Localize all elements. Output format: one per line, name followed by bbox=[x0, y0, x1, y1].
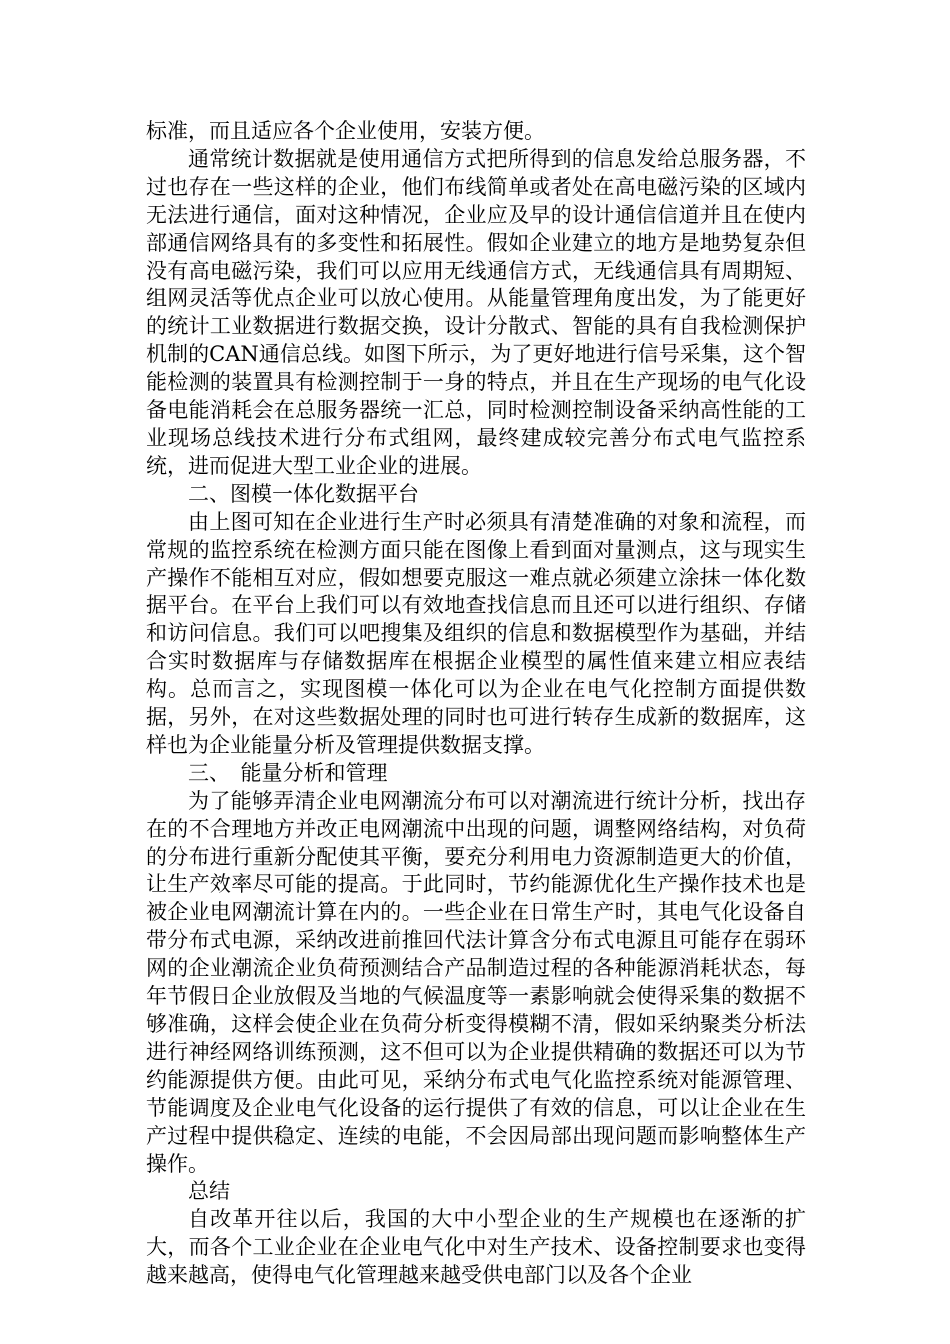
section-heading-data-platform: 二、图模一体化数据平台 bbox=[188, 481, 419, 506]
paragraph-continuation: 标准，而且适应各个企业使用，安装方便。 bbox=[146, 119, 545, 143]
paragraph-data-platform: 由上图可知在企业进行生产时必须具有清楚准确的对象和流程，而常规的监控系统在检测方面只能在图像上看到面对量测点，这与现实生产操作不能相互对应，假如想要克服这一难点就必须建立涂抹一体化数据平台。在平台上我们可以有效地查找信息而且还可以进行组织、存储和访问信息。我们可以吧搜集及组织的信息和数据模型作为基础，并结合实时数据库与存储数据库在根据企业模型的属性值来建立相应表结构。总而言之，实现图模一体化可以为企业在电气化控制方面提供数据，另外，在对这些数据处理的同时也可进行转存生成新的数据库，这样也为企业能量分析及管理提供数据支撑。 bbox=[146, 509, 806, 757]
paragraph-energy-analysis: 为了能够弄清企业电网潮流分布可以对潮流进行统计分析，找出存在的不合理地方并改正电网潮流中出现的问题，调整网络结构，对负荷的分布进行重新分配使其平衡，要充分利用电力资源制造更大的价值，让生产效率尽可能的提高。于此同时，节约能源优化生产操作技术也是被企业电网潮流计算在内的。一些企业在日常生产时，其电气化设备自带分布式电源，采纳改进前推回代法计算含分布式电源且可能存在弱环网的企业潮流企业负荷预测结合产品制造过程的各种能源消耗状态，每年节假日企业放假及当地的气候温度等一素影响就会使得采集的数据不够准确，这样会使企业在负荷分析变得模糊不清，假如采纳聚类分析法进行神经网络训练预测，这不但可以为企业提供精确的数据还可以为节约能源提供方便。由此可见，采纳分布式电气化监控系统对能源管理、节能调度及企业电气化设备的运行提供了有效的信息，可以让企业在生产过程中提供稳定、连续的电能，不会因局部出现问题而影响整体生产操作。 bbox=[146, 788, 806, 1176]
section-heading-energy-analysis: 三、 能量分析和管理 bbox=[188, 760, 388, 785]
paragraph-communication: 通常统计数据就是使用通信方式把所得到的信息发给总服务器，不过也存在一些这样的企业，他们布线简单或者处在高电磁污染的区域内无法进行通信，面对这种情况，企业应及早的设计通信信道并且在使内部通信网络具有的多变性和拓展性。假如企业建立的地方是地势复杂但没有高电磁污染，我们可以应用无线通信方式，无线通信具有周期短、组网灵活等优点企业可以放心使用。从能量管理角度出发，为了能更好的统计工业数据进行数据交换，设计分散式、智能的具有自我检测保护机制的CAN通信总线。如图下所示，为了更好地进行信号采集，这个智能检测的装置具有检测控制于一身的特点，并且在生产现场的电气化设备电能消耗会在总服务器统一汇总，同时检测控制设备采纳高性能的工业现场总线技术进行分布式组网，最终建成较完善分布式电气监控系统，进而促进大型工业企业的进展。 bbox=[146, 146, 806, 478]
paragraph-summary: 自改革开往以后，我国的大中小型企业的生产规模也在逐渐的扩大，而各个工业企业在企业电气化中对生产技术、设备控制要求也变得越来越高，使得电气化管理越来越受供电部门以及各个企业 bbox=[146, 1207, 806, 1288]
section-heading-summary: 总结 bbox=[188, 1179, 230, 1204]
document-page bbox=[146, 118, 806, 1290]
